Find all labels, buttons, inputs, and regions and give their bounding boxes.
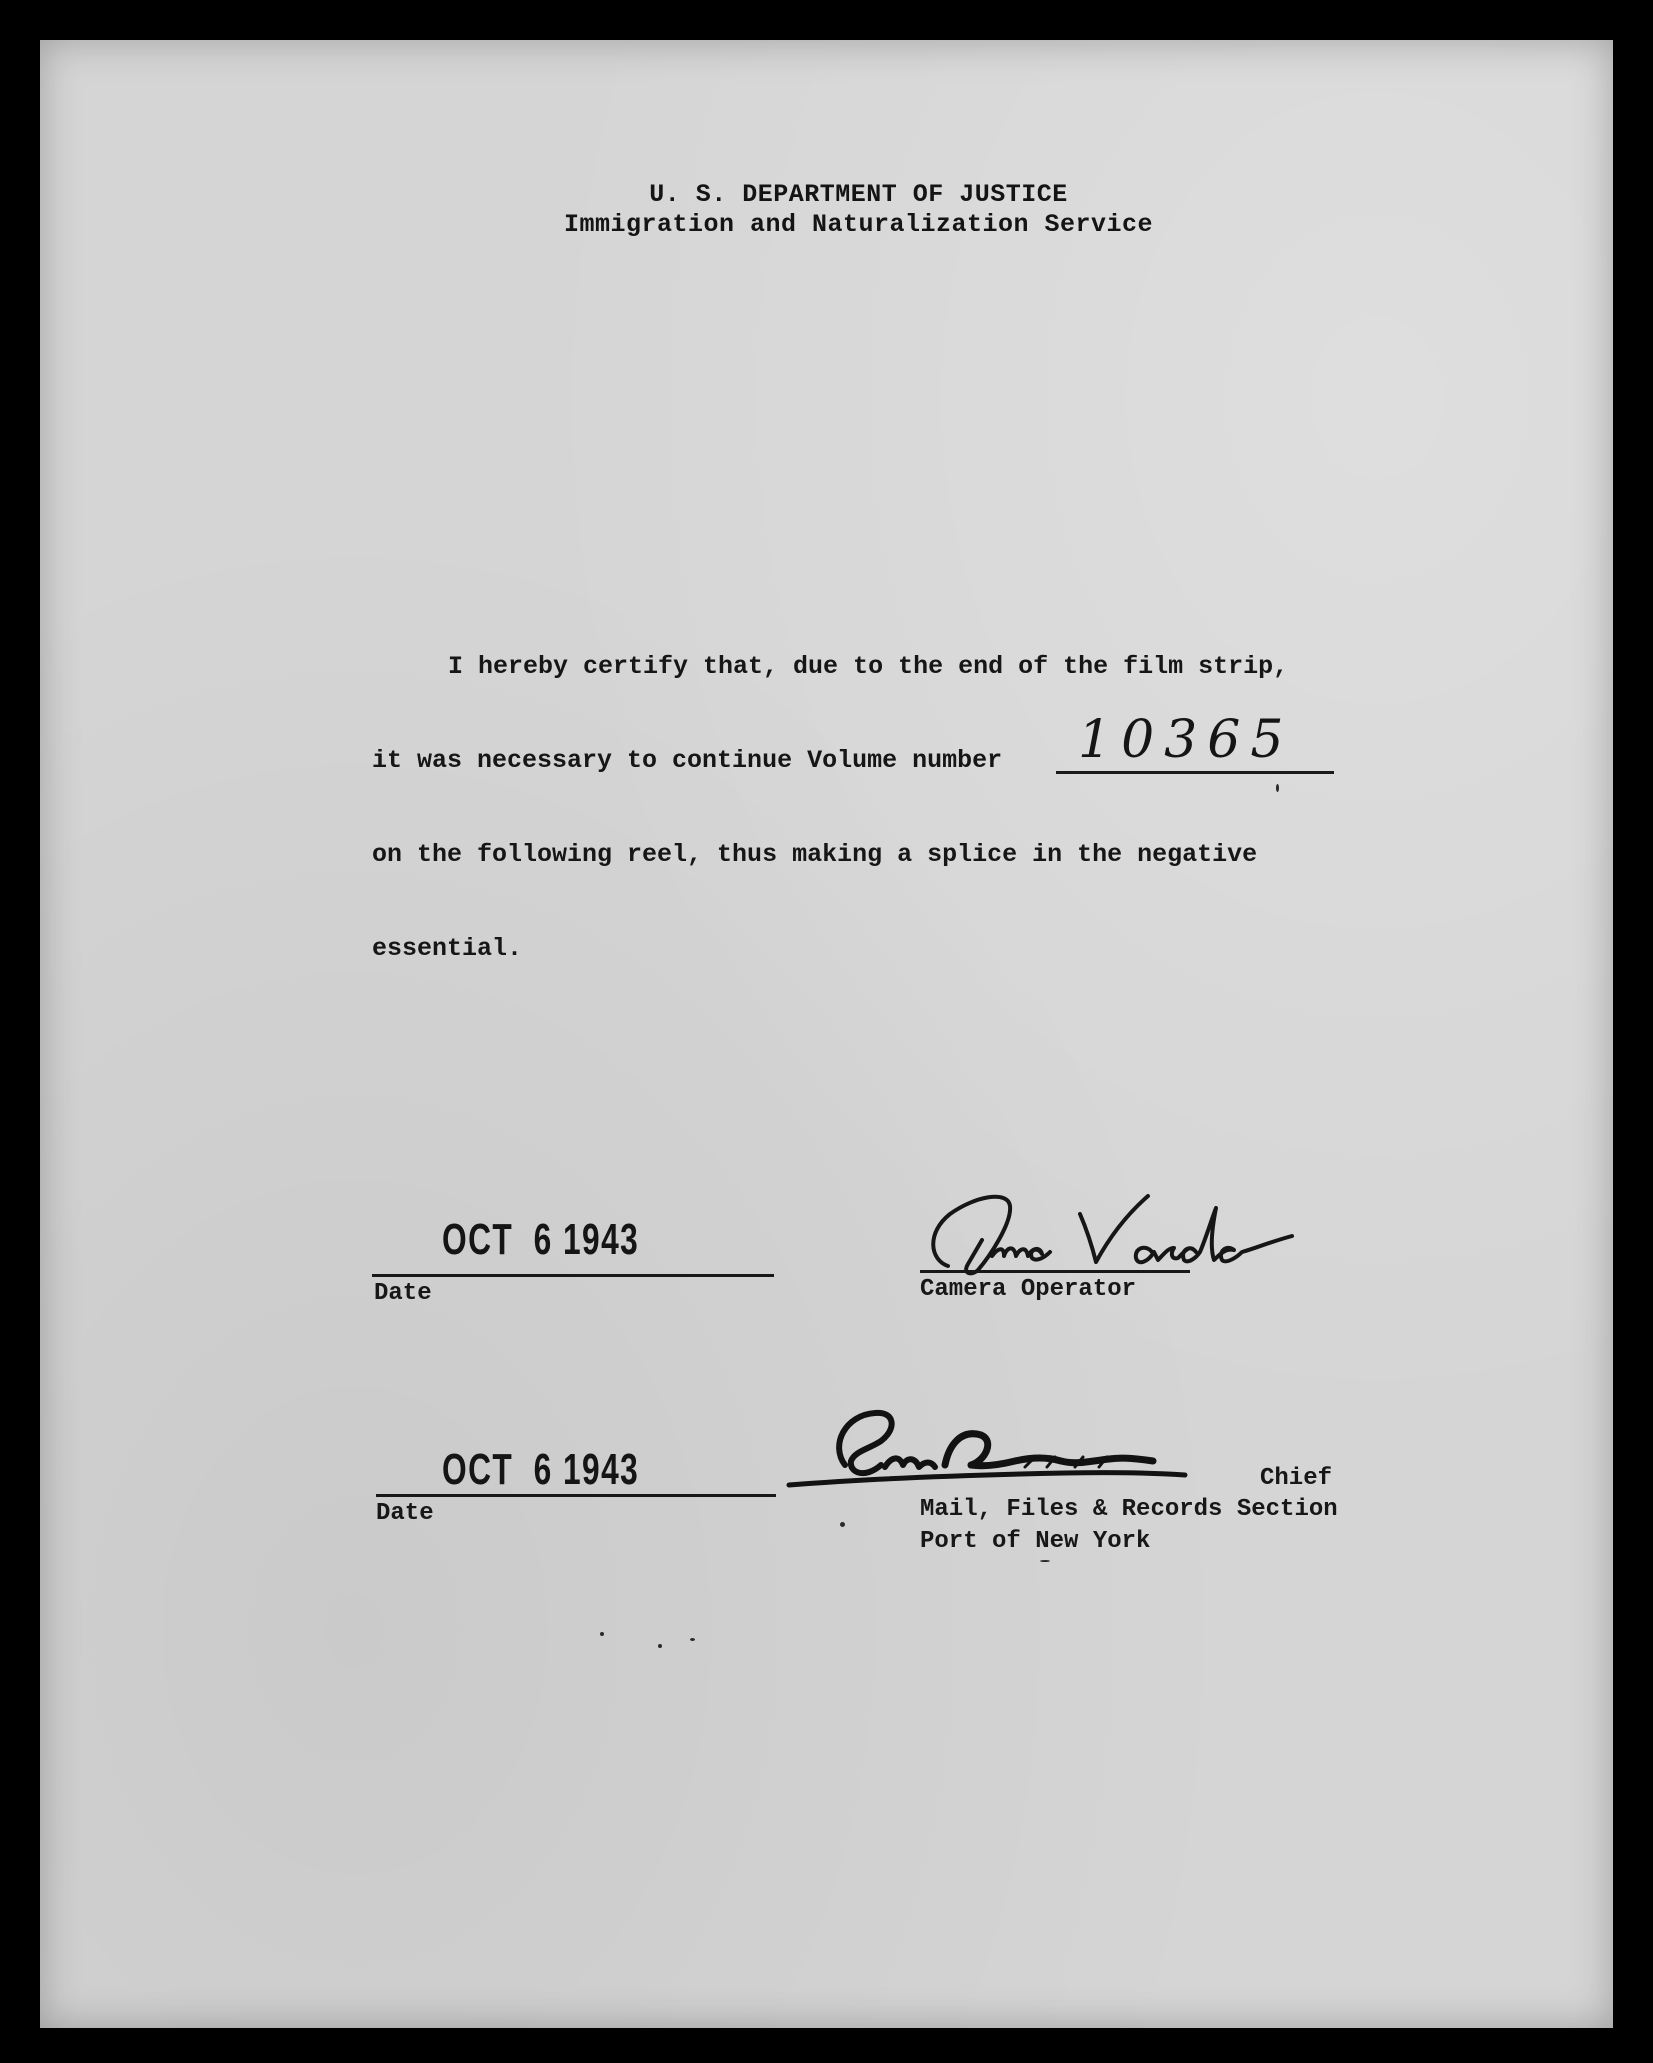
date-label-2: Date bbox=[376, 1500, 434, 1527]
paper-speck bbox=[690, 1638, 695, 1641]
date-line-2 bbox=[376, 1494, 776, 1497]
certification-line-4: essential. bbox=[372, 934, 523, 963]
paper-speck bbox=[840, 1522, 845, 1527]
document-page bbox=[40, 40, 1613, 2028]
volume-number-field bbox=[1056, 710, 1334, 774]
service-heading: Immigration and Naturalization Service bbox=[563, 210, 1154, 239]
certification-line-2: it was necessary to continue Volume number bbox=[372, 746, 1003, 775]
paper-speck bbox=[600, 1632, 604, 1636]
volume-number-handwritten: 10365 bbox=[1078, 710, 1294, 770]
chief-signature bbox=[785, 1395, 1275, 1505]
camera-operator-label: Camera Operator bbox=[920, 1276, 1137, 1303]
signature-line-1 bbox=[920, 1270, 1190, 1273]
paper-speck bbox=[658, 1644, 662, 1648]
paper-speck bbox=[1276, 784, 1279, 792]
section-label: Mail, Files & Records Section bbox=[920, 1496, 1338, 1523]
department-heading: U. S. DEPARTMENT OF JUSTICE bbox=[649, 180, 1068, 209]
port-label: Port of New York bbox=[920, 1528, 1151, 1555]
paper-speck bbox=[1040, 1560, 1050, 1562]
date-line-1 bbox=[372, 1274, 774, 1277]
volume-underline bbox=[1056, 771, 1334, 774]
certification-line-3: on the following reel, thus making a splice in the negative bbox=[372, 840, 1258, 869]
date-stamp-1: OCT 6 1943 bbox=[442, 1215, 640, 1264]
date-label-1: Date bbox=[374, 1280, 432, 1307]
date-stamp-2: OCT 6 1943 bbox=[442, 1445, 640, 1494]
certification-line-1: I hereby certify that, due to the end of the film strip, bbox=[448, 652, 1289, 681]
chief-label: Chief bbox=[1260, 1465, 1333, 1492]
